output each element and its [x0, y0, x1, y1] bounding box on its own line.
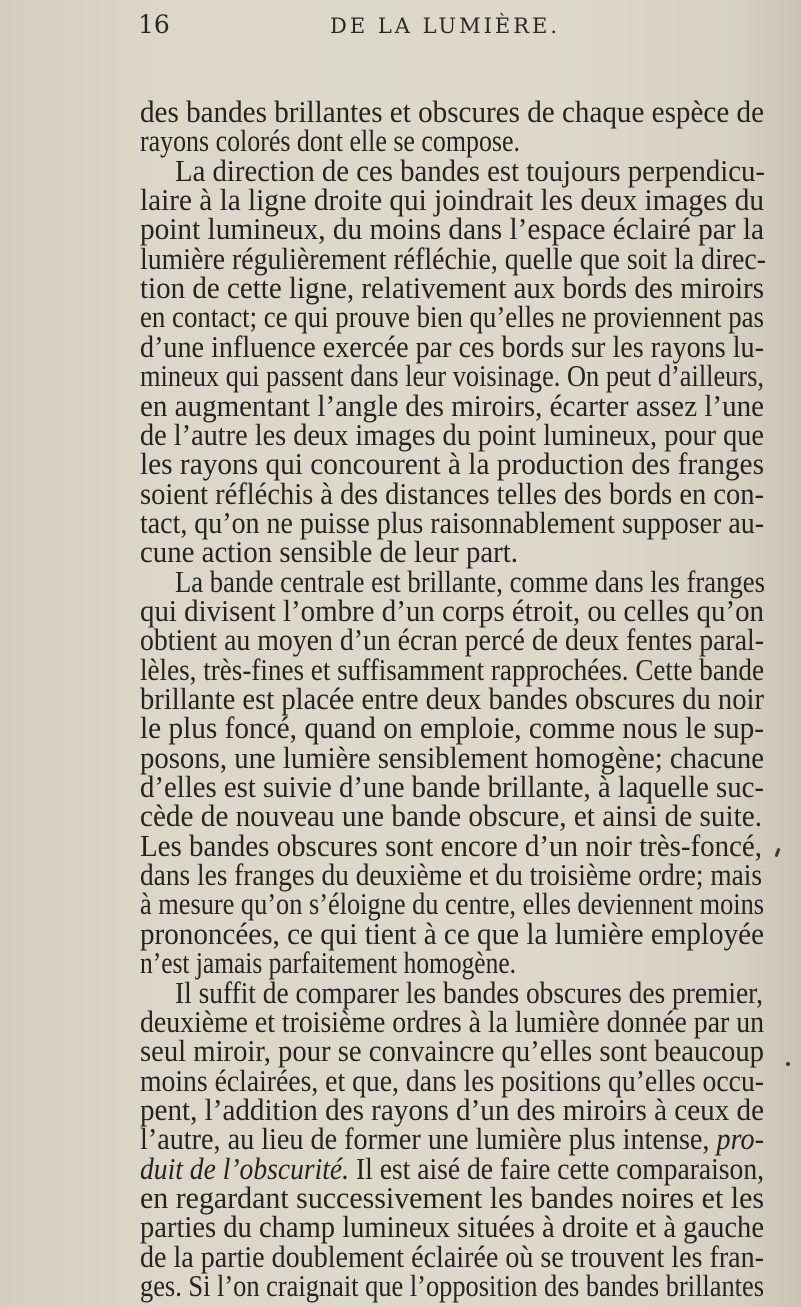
text-line: soient réfléchis à des distances telles des bords en con-	[140, 475, 764, 511]
text-line: d’elles est suivie d’une bande brillante, à laquelle suc-	[140, 769, 764, 805]
text-line: obtient au moyen d’un écran percé de deux fentes paral-	[140, 622, 764, 658]
text-line: Il suffit de comparer les bandes obscures des premier,	[175, 974, 763, 1010]
text-line: le plus foncé, quand on emploie, comme nous le sup-	[140, 710, 764, 746]
text-line: posons, une lumière sensiblement homogène; chacune	[140, 739, 764, 775]
text-line: lumière régulièrement réfléchie, quelle que soit la direc-	[140, 240, 766, 276]
text-line: dans les franges du deuxième et du troisième ordre; mais	[140, 857, 762, 893]
text-line: brillante est placée entre deux bandes obscures du noir	[140, 681, 764, 716]
text-line: tion de cette ligne, relativement aux bords des miroirs	[140, 270, 764, 306]
text-line: La bande centrale est brillante, comme dans les franges	[175, 563, 765, 599]
text-line: de l’autre les deux images du point lumineux, pour que	[140, 416, 764, 452]
text-line: moins éclairées, et que, dans les positions qu’elles occu-	[140, 1062, 764, 1098]
text-line: point lumineux, du moins dans l’espace éclairé par la	[140, 211, 764, 247]
text-line: ges. Si l’on craignait que l’opposition des bandes brillantes	[140, 1268, 764, 1303]
text-line: deuxième et troisième ordres à la lumière donnée par un	[140, 1003, 764, 1039]
text-line: en augmentant l’angle des miroirs, écarter assez l’une	[140, 387, 764, 423]
text-line: des bandes brillantes et obscures de chaque espèce de	[140, 94, 764, 129]
text-line: cune action sensible de leur part.	[140, 534, 518, 570]
text-line: en regardant successivement les bandes noires et les	[140, 1179, 764, 1215]
text-line: d’une influence exercée par ces bords sur les rayons lu-	[140, 328, 764, 364]
text-line: parties du champ lumineux situées à droite et à gauche	[140, 1209, 764, 1245]
text-line: qui divisent l’ombre d’un corps étroit, ou celles qu’on	[140, 592, 764, 628]
text-line: laire à la ligne droite qui joindrait les deux images du	[140, 182, 764, 218]
stray-mark	[775, 848, 781, 857]
page-number: 16	[138, 10, 170, 39]
text-line: prononcées, ce qui tient à ce que la lumière employée	[140, 915, 764, 951]
page-header	[0, 6, 801, 42]
text-line: tact, qu’on ne puisse plus raisonnablement supposer au-	[140, 504, 764, 540]
text-line: duit de l’obscurité. Il est aisé de faire cette comparaison,	[140, 1150, 764, 1186]
text-line: Les bandes obscures sont encore d’un noir très-foncé,	[140, 827, 762, 863]
text-line: à mesure qu’on s’éloigne du centre, elles deviennent moins	[140, 886, 764, 922]
italic-phrase: pro-	[716, 1121, 764, 1157]
text-line: lèles, très-fines et suffisamment rapprochées. Cette bande	[140, 651, 764, 687]
text-line: les rayons qui concourent à la production des franges	[140, 446, 764, 482]
text-line: de la partie doublement éclairée où se trouvent les fran-	[140, 1238, 764, 1274]
text-line: rayons colorés dont elle se compose.	[140, 123, 520, 159]
stray-mark	[786, 1062, 790, 1066]
text-line: seul miroir, pour se convaincre qu’elles sont beaucoup	[140, 1033, 764, 1069]
text-line: pent, l’addition des rayons d’un des miroirs à ceux de	[140, 1091, 764, 1127]
running-title: DE LA LUMIÈRE.	[330, 14, 561, 38]
italic-phrase: duit de l’obscurité.	[140, 1150, 350, 1186]
text-line: La direction de ces bandes est toujours perpendicu-	[175, 152, 765, 188]
text-line: en contact; ce qui prouve bien qu’elles ne proviennent pas	[140, 299, 764, 335]
text-line: n’est jamais parfaitement homogène.	[140, 945, 516, 981]
text-line: cède de nouveau une bande obscure, et ainsi de suite.	[140, 798, 762, 834]
text-line: mineux qui passent dans leur voisinage. On peut d’ailleurs,	[140, 358, 764, 394]
text-line: l’autre, au lieu de former une lumière plus intense, pro-	[140, 1121, 764, 1157]
